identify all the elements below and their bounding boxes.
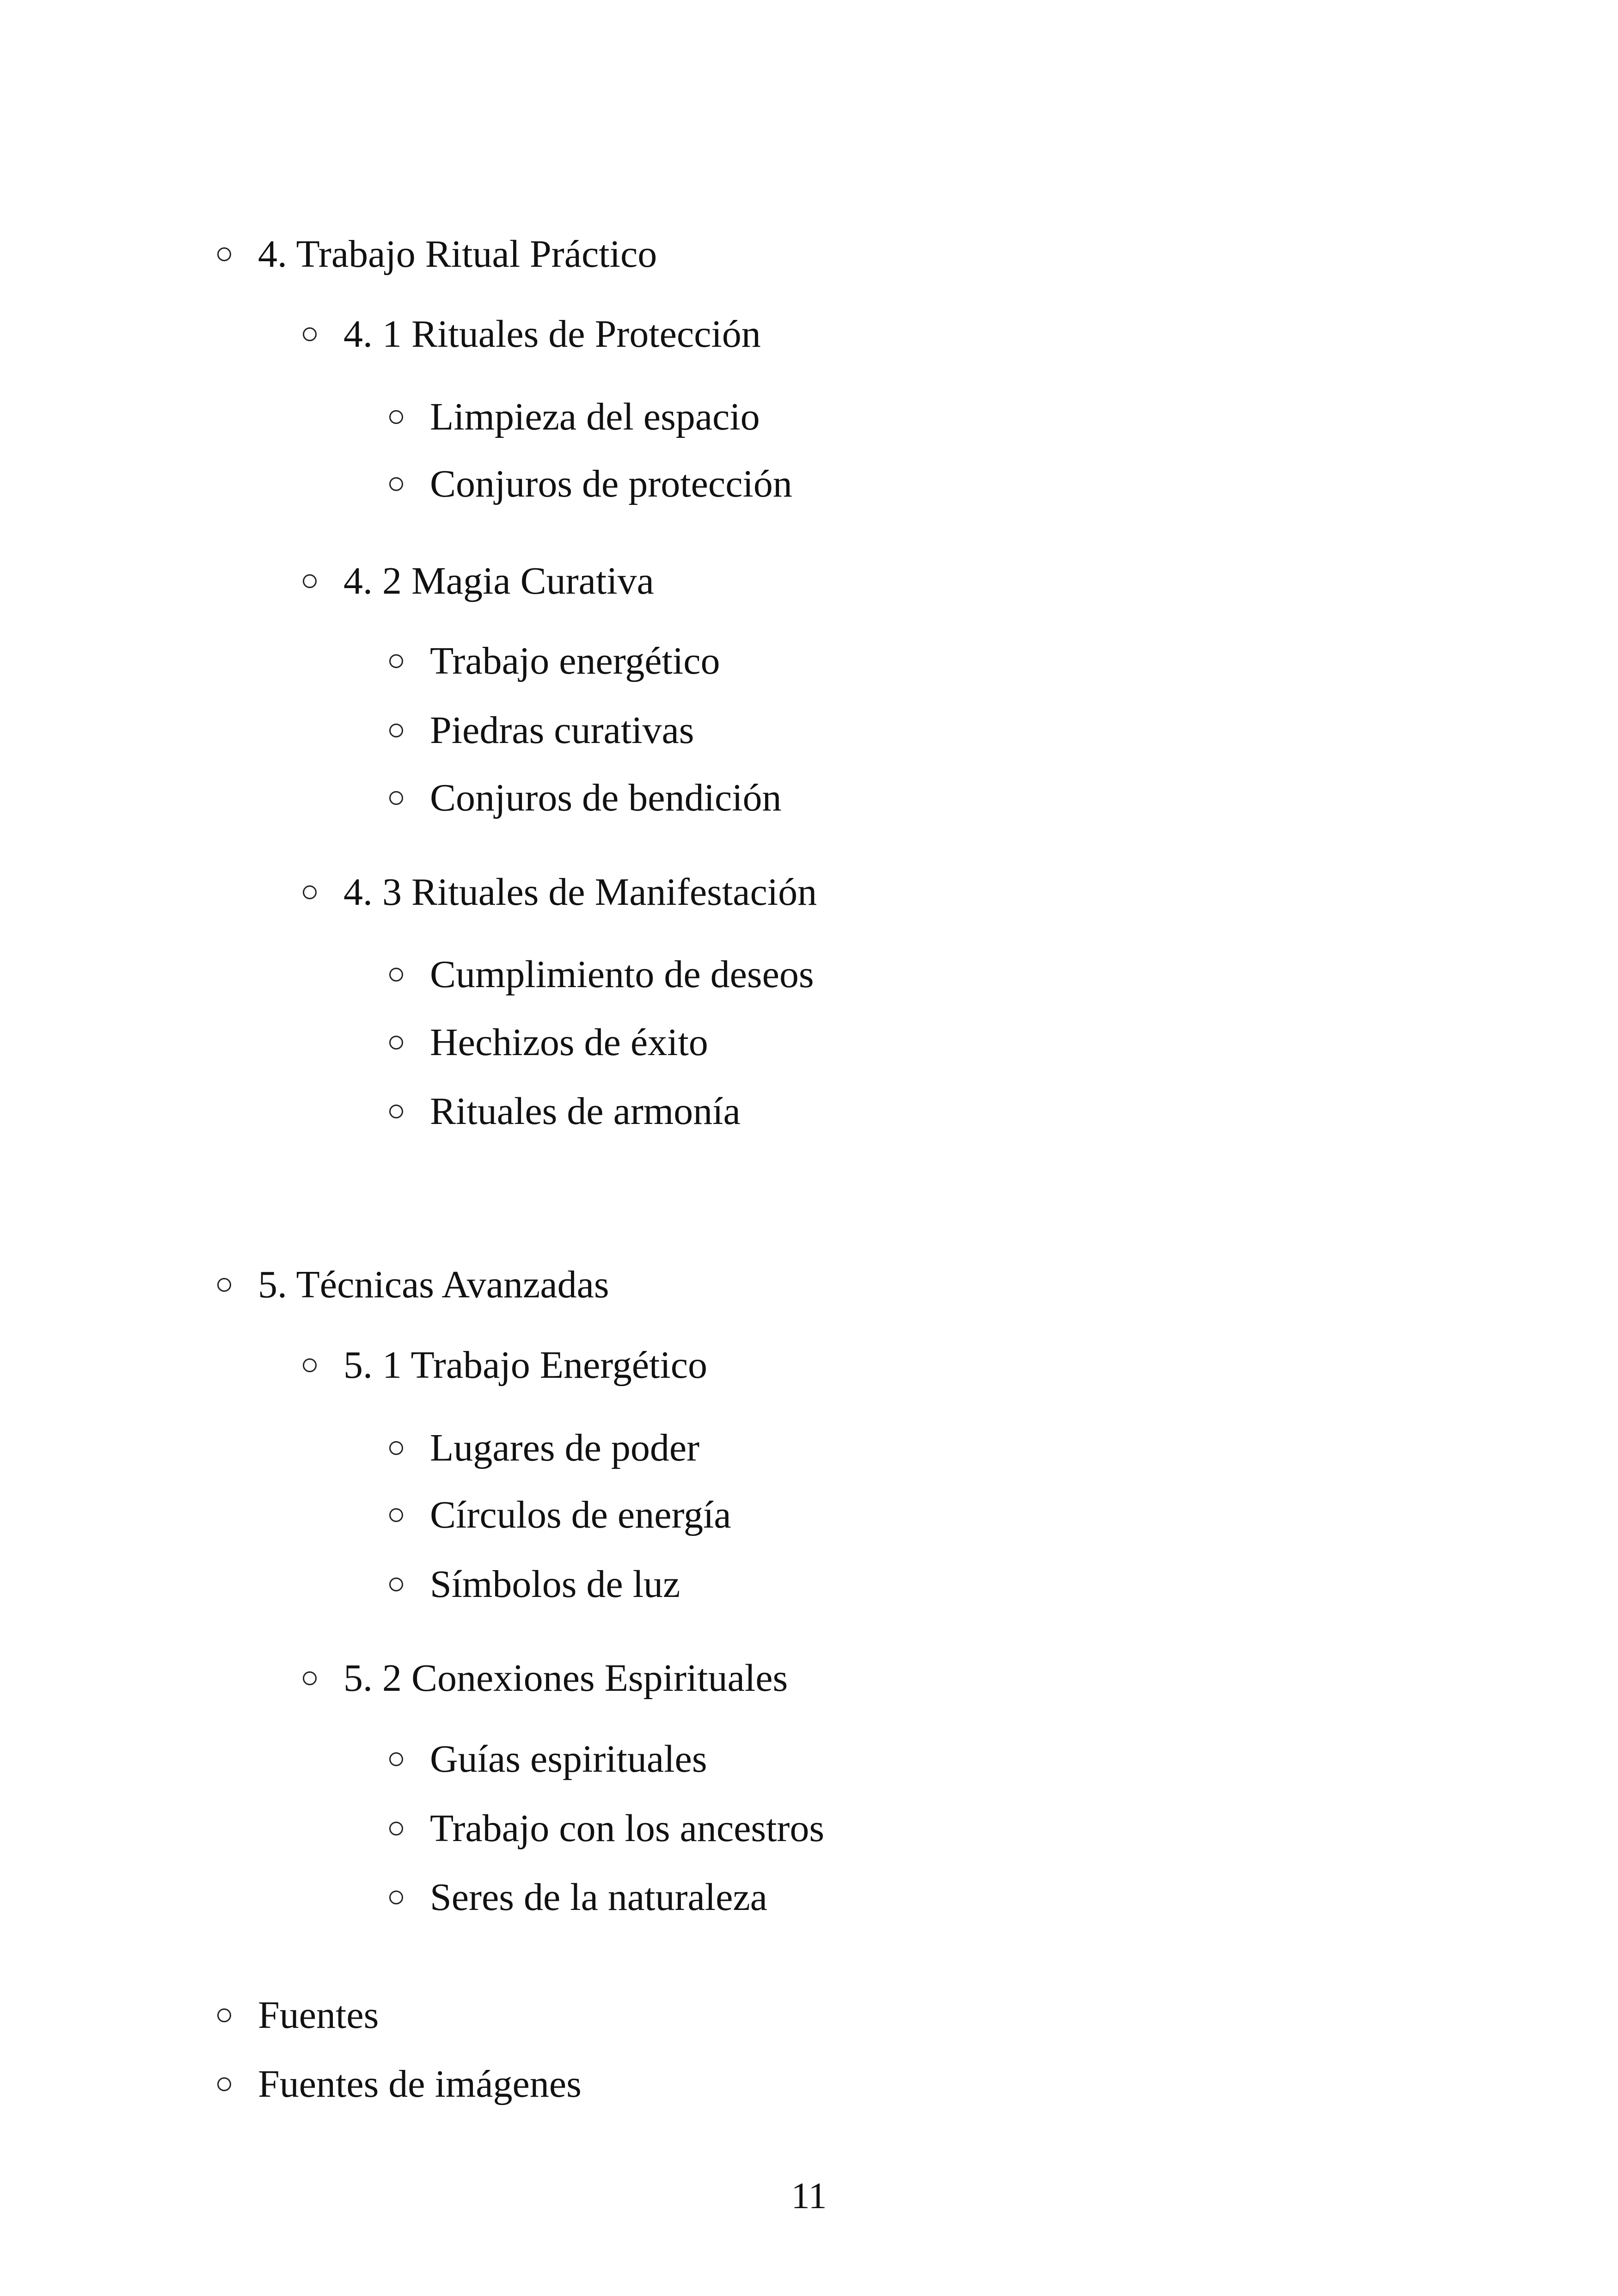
toc-subsection-title: 5. 1 Trabajo Energético — [343, 1344, 708, 1387]
bullet-icon — [389, 1105, 403, 1118]
page-number: 11 — [791, 2176, 827, 2216]
toc-item-label: Limpieza del espacio — [430, 395, 760, 438]
toc-entry-label: Fuentes de imágenes — [258, 2063, 582, 2106]
toc-item-label: Símbolos de luz — [430, 1563, 680, 1606]
toc-item — [389, 1019, 708, 1066]
bullet-icon — [389, 1752, 403, 1766]
toc-item — [389, 1805, 824, 1852]
toc-item-label: Guías espirituales — [430, 1737, 707, 1780]
bullet-icon — [389, 968, 403, 982]
bullet-icon — [389, 1441, 403, 1455]
bullet-icon — [303, 327, 317, 341]
toc-item — [389, 952, 814, 998]
toc-entry-fuentes — [217, 1992, 379, 2038]
toc-item-label: Cumplimiento de deseos — [430, 953, 814, 996]
toc-item-label: Conjuros de bendición — [430, 776, 782, 819]
toc-item — [389, 707, 694, 754]
bullet-icon — [389, 1036, 403, 1050]
toc-subsection-title: 4. 3 Rituales de Manifestación — [343, 871, 817, 914]
toc-item — [389, 638, 720, 684]
toc-subsection-4-3 — [303, 869, 817, 915]
toc-item-label: Trabajo con los ancestros — [430, 1807, 825, 1850]
toc-section-5 — [217, 1262, 609, 1308]
toc-item — [389, 1425, 699, 1471]
toc-subsection-5-1 — [303, 1342, 707, 1388]
bullet-icon — [217, 2077, 231, 2091]
bullet-icon — [389, 477, 403, 491]
toc-item-label: Hechizos de éxito — [430, 1021, 708, 1064]
bullet-icon — [389, 1891, 403, 1904]
bullet-icon — [303, 885, 317, 899]
bullet-icon — [389, 724, 403, 737]
toc-item-label: Piedras curativas — [430, 709, 694, 752]
bullet-icon — [389, 410, 403, 424]
toc-subsection-4-1 — [303, 311, 761, 357]
bullet-icon — [217, 1278, 231, 1292]
bullet-icon — [303, 1358, 317, 1372]
toc-subsection-5-2 — [303, 1655, 788, 1701]
toc-item-label: Círculos de energía — [430, 1493, 731, 1536]
toc-item — [389, 1088, 741, 1135]
toc-item-label: Conjuros de protección — [430, 462, 792, 505]
toc-item — [389, 394, 760, 440]
toc-item — [389, 1492, 731, 1538]
toc-subsection-title: 5. 2 Conexiones Espirituales — [343, 1657, 788, 1700]
toc-entry-fuentes-imagenes — [217, 2061, 582, 2107]
bullet-icon — [389, 1508, 403, 1522]
toc-subsection-title: 4. 1 Rituales de Protección — [343, 313, 761, 356]
toc-item-label: Lugares de poder — [430, 1426, 700, 1469]
bullet-icon — [217, 247, 231, 261]
toc-item — [389, 1874, 767, 1921]
bullet-icon — [217, 2008, 231, 2022]
toc-item-label: Trabajo energético — [430, 639, 720, 682]
toc-section-title: 4. Trabajo Ritual Práctico — [258, 233, 657, 276]
toc-item-label: Seres de la naturaleza — [430, 1876, 767, 1919]
toc-item — [389, 775, 782, 821]
toc-entry-label: Fuentes — [258, 1994, 379, 2037]
toc-item — [389, 1561, 680, 1608]
toc-section-4 — [217, 231, 657, 277]
bullet-icon — [389, 1822, 403, 1836]
bullet-icon — [303, 574, 317, 588]
bullet-icon — [389, 654, 403, 668]
toc-subsection-title: 4. 2 Magia Curativa — [343, 559, 654, 602]
toc-item — [389, 1736, 707, 1782]
toc-item — [389, 461, 792, 507]
bullet-icon — [389, 1578, 403, 1591]
bullet-icon — [303, 1671, 317, 1685]
toc-item-label: Rituales de armonía — [430, 1090, 741, 1133]
bullet-icon — [389, 791, 403, 805]
toc-section-title: 5. Técnicas Avanzadas — [258, 1263, 609, 1306]
toc-subsection-4-2 — [303, 558, 654, 604]
